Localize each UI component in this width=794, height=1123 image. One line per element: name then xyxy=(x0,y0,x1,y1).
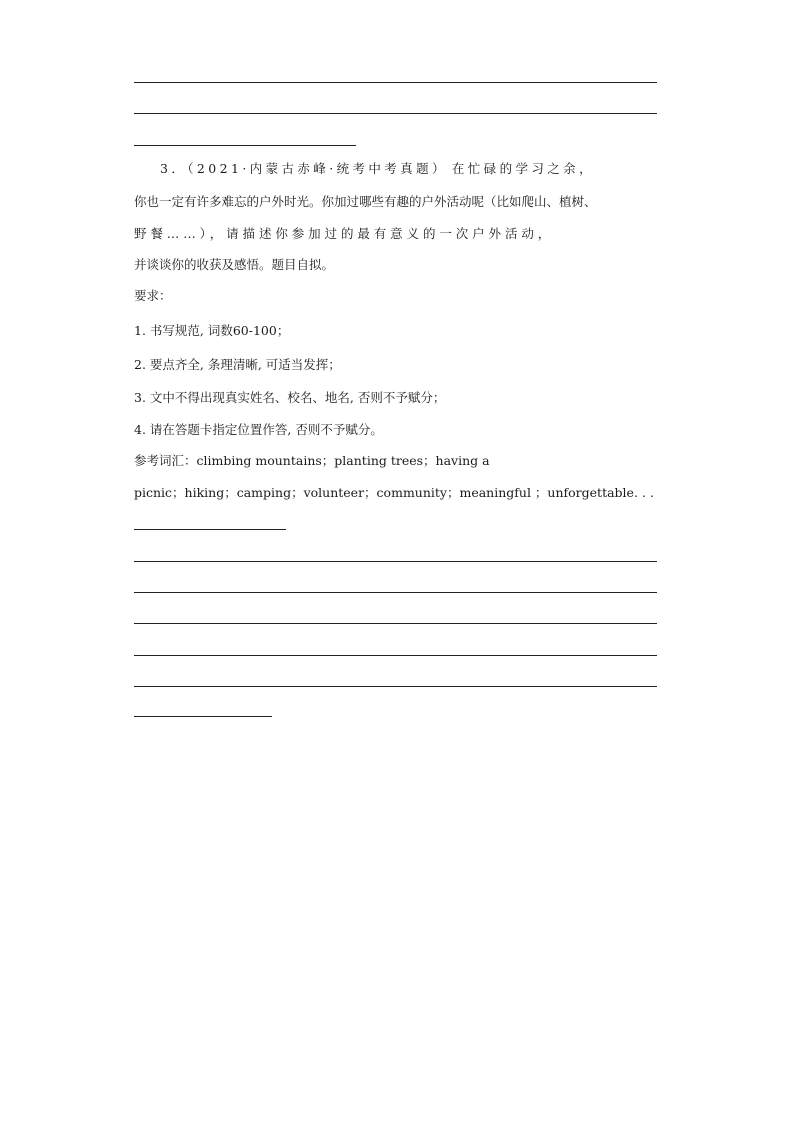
question-number: 3． xyxy=(160,161,188,176)
requirements-heading: 要求： xyxy=(134,288,172,303)
question-source: （2021·内蒙古赤峰·统考中考真题） xyxy=(187,161,448,176)
answer-line xyxy=(134,592,657,593)
vocabulary-line-2: picnic；hiking；camping；volunteer；community；meaningful ；unforgettable. . . xyxy=(134,485,654,500)
question-line-3: 野餐……），请描述你参加过的最有意义的一次户外活动， xyxy=(134,226,555,241)
answer-line xyxy=(134,686,657,687)
answer-line xyxy=(134,113,657,114)
answer-line-short xyxy=(134,145,356,146)
requirement-item-3: 3. 文中不得出现真实姓名、校名、地名, 否则不予赋分； xyxy=(134,390,446,405)
question-prompt-start: 在忙碌的学习之余， xyxy=(451,161,595,176)
requirement-item-2: 2. 要点齐全, 条理清晰, 可适当发挥； xyxy=(134,357,341,372)
question-line-2: 你也一定有许多难忘的户外时光。你加过哪些有趣的户外活动呢（比如爬山、植树、 xyxy=(134,194,597,209)
requirement-item-4: 4. 请在答题卡指定位置作答, 否则不予赋分。 xyxy=(134,422,383,437)
question-line-1 xyxy=(160,160,595,178)
answer-line xyxy=(134,623,657,624)
question-line-4: 并谈谈你的收获及感悟。题目自拟。 xyxy=(134,257,335,272)
answer-line-short xyxy=(134,716,272,717)
answer-line xyxy=(134,655,657,656)
vocabulary-line-1: 参考词汇：climbing mountains；planting trees；having a xyxy=(134,453,490,468)
answer-line xyxy=(134,82,657,83)
answer-line xyxy=(134,561,657,562)
requirement-item-1: 1. 书写规范, 词数60-100； xyxy=(134,323,290,338)
answer-line-short xyxy=(134,529,286,530)
